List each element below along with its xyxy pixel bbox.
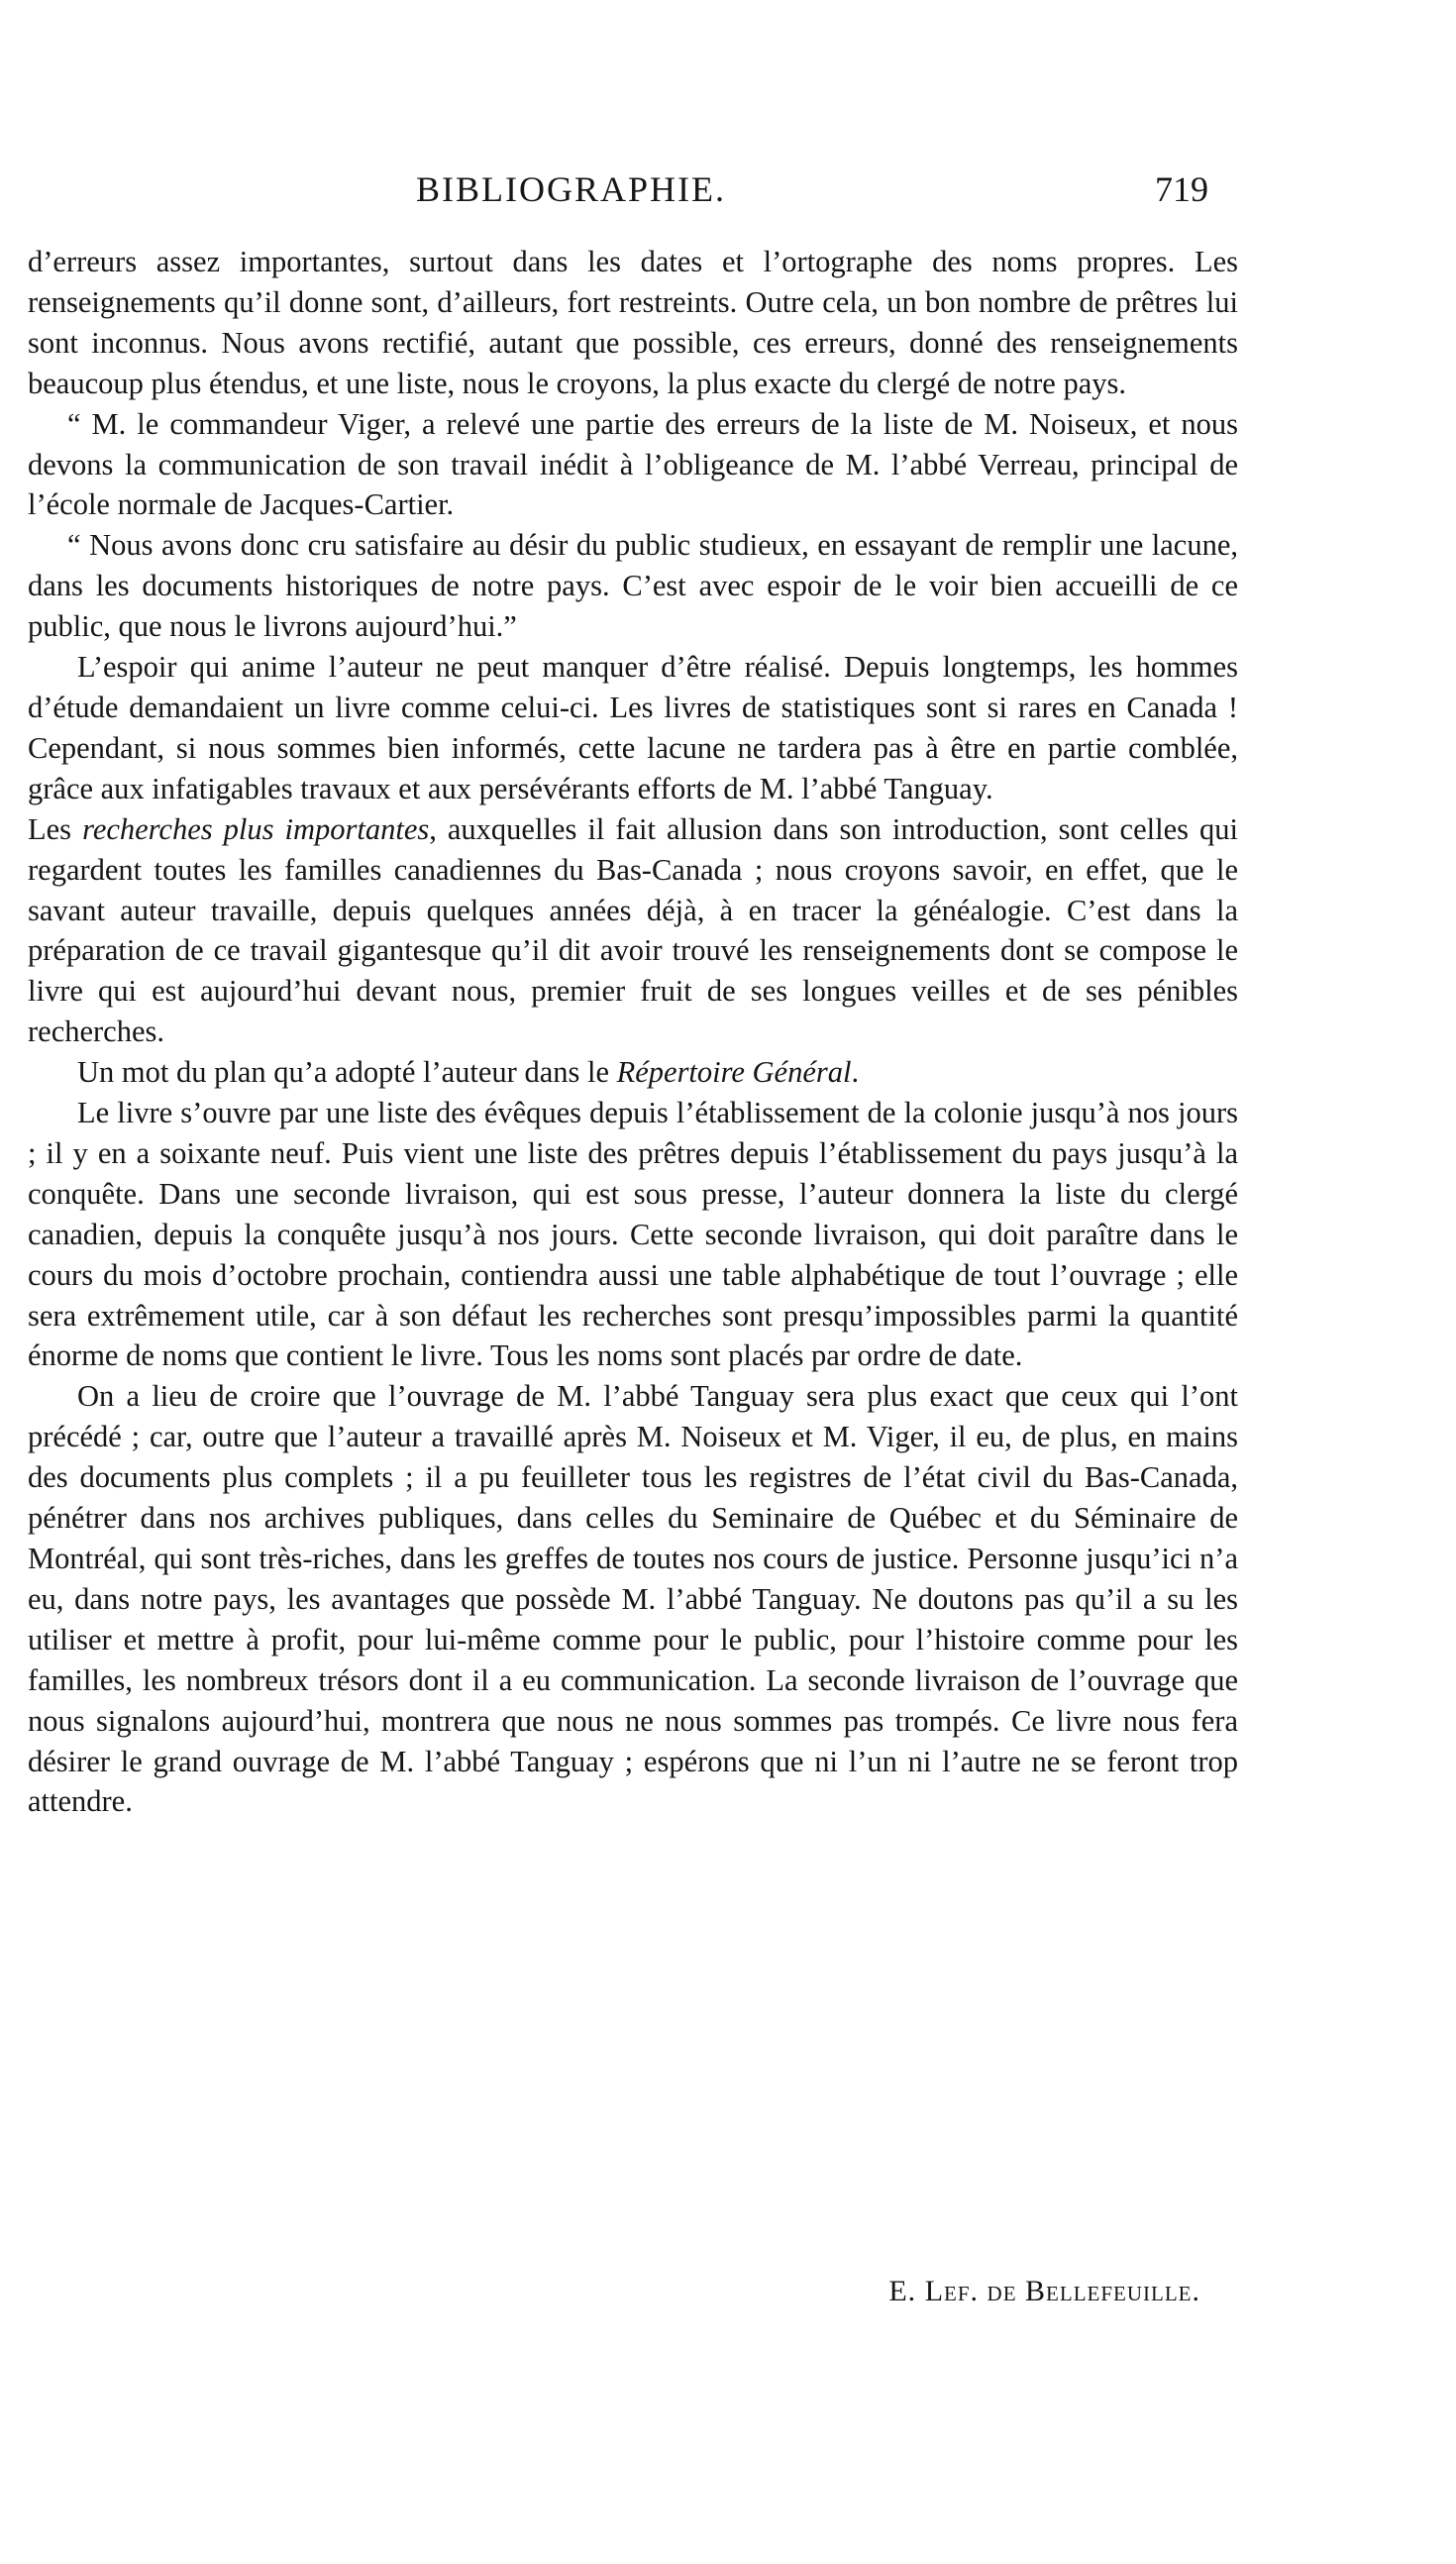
recherches-lead: Les bbox=[28, 811, 83, 846]
signature-lef: Lef. bbox=[924, 2275, 980, 2307]
recherches-italic: recherches plus importantes bbox=[82, 811, 430, 846]
author-signature bbox=[888, 2275, 1200, 2308]
plan-lead: Un mot du plan qu’a adopté l’auteur dans le bbox=[77, 1055, 617, 1090]
signature-de: de bbox=[979, 2275, 1026, 2307]
paragraph-livre: Le livre s’ouvre par une liste des évêques depuis l’établissement de la colonie jusqu’à nos jours ; il y en a soixante neuf. Puis vient une liste des prêtres depuis l’établissement du pays jusqu’à la conquête. Dans une seconde livraison, qui est sous presse, l’auteur donnera la liste du clergé canadien, depuis la conquête jusqu’à nos jours. Cette seconde livraison, qui doit paraître dans le cours du mois d’octobre prochain, contiendra aussi une table alphabétique de tout l’ouvrage ; elle sera extrêmement utile, car à son défaut les recherches sont presqu’impossibles parmi la quantité énorme de noms que contient le livre. Tous les noms sont placés par ordre de date. bbox=[28, 1096, 1238, 1373]
paragraph-quote-viger: “ M. le commandeur Viger, a relevé une partie des erreurs de la liste de M. Noiseux, et nous devons la communication de son travail inédit à l’obligeance de M. l’abbé Verreau, principal de l’école normale de Jacques-Cartier. bbox=[28, 406, 1238, 522]
signature-name: Bellefeuille. bbox=[1025, 2275, 1200, 2307]
paragraph-continuation: d’erreurs assez importantes, surtout dans les dates et l’ortographe des noms propres. Les renseignements qu’il donne sont, d’ailleurs, fort restreints. Outre cela, un bon nombre de prêtres lui sont inconnus. Nous avons rectifié, autant que possible, ces erreurs, donné des renseignements beaucoup plus étendus, et une liste, nous le croyons, la plus exacte du clergé de notre pays. bbox=[28, 245, 1238, 400]
running-title: BIBLIOGRAPHIE. bbox=[416, 169, 726, 209]
page-number: 719 bbox=[1155, 169, 1208, 209]
repertoire-title: Répertoire Général bbox=[616, 1055, 852, 1090]
signature-initial: E. bbox=[888, 2275, 925, 2307]
paragraph-recherches bbox=[28, 809, 1238, 1052]
running-head bbox=[0, 168, 1456, 218]
recherches-rest: , auxquelles il fait allusion dans son introduction, sont celles qui regardent toutes les familles canadiennes du Bas-Canada ; nous croyons savoir, en effet, que le savant auteur travaille, depuis quelques années déjà, à en tracer la généalogie. C’est dans la préparation de ce travail gigantesque qu’il dit avoir trouvé les renseignements dont se compose le livre qui est aujourd’hui devant nous, premier fruit de ses longues veilles et de ses pénibles recherches. bbox=[28, 811, 1238, 1049]
paragraph-quote-public: “ Nous avons donc cru satisfaire au désir du public studieux, en essayant de remplir une lacune, dans les documents historiques de notre pays. C’est avec espoir de le voir bien accueilli de ce public, que nous le livrons aujourd’hui.” bbox=[28, 528, 1238, 644]
body-text bbox=[28, 242, 1238, 1822]
paragraph-plan bbox=[28, 1052, 1238, 1093]
plan-end: . bbox=[851, 1055, 860, 1090]
paragraph-espoir: L’espoir qui anime l’auteur ne peut manquer d’être réalisé. Depuis longtemps, les hommes d’étude demandaient un livre comme celui-ci. Les livres de statistiques sont si rares en Canada ! Cependant, si nous sommes bien informés, cette lacune ne tardera pas à être en partie comblée, grâce aux infatigables travaux et aux persévérants efforts de M. l’abbé Tanguay. bbox=[28, 650, 1238, 805]
paragraph-conclusion: On a lieu de croire que l’ouvrage de M. l’abbé Tanguay sera plus exact que ceux qui l’ont précédé ; car, outre que l’auteur a travaillé après M. Noiseux et M. Viger, il eu, de plus, en mains des documents plus complets ; il a pu feuilleter tous les registres de l’état civil du Bas-Canada, pénétrer dans nos archives publiques, dans celles du Seminaire de Québec et du Séminaire de Montréal, qui sont très-riches, dans les greffes de toutes nos cours de justice. Personne jusqu’ici n’a eu, dans notre pays, les avantages que possède M. l’abbé Tanguay. Ne doutons pas qu’il a su les utiliser et mettre à profit, pour lui-même comme pour le public, pour l’histoire comme pour les familles, les nombreux trésors dont il a eu communication. La seconde livraison de l’ouvrage que nous signalons aujourd’hui, montrera que nous ne nous sommes pas trompés. Ce livre nous fera désirer le grand ouvrage de M. l’abbé Tanguay ; espérons que ni l’un ni l’autre ne se feront trop attendre. bbox=[28, 1379, 1238, 1819]
